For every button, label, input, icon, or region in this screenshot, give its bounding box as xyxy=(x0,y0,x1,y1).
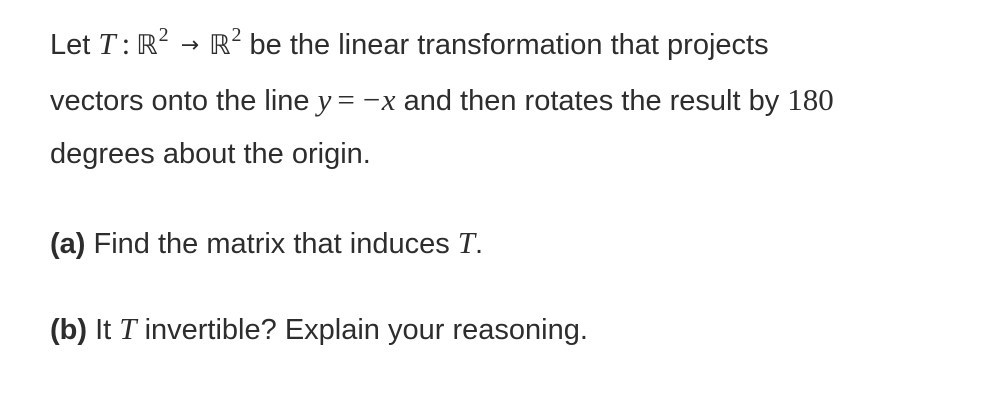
part-a-period: . xyxy=(475,228,484,260)
codomain-reals-symbol: ℝ xyxy=(209,30,231,61)
rotation-angle: 180 xyxy=(787,82,834,117)
problem-line-3 xyxy=(50,140,371,169)
colon-symbol: : xyxy=(121,26,131,61)
part-a-label: (a) xyxy=(50,228,86,260)
part-b-text-before: It xyxy=(87,314,120,346)
part-a-transformation-symbol: T xyxy=(457,225,476,260)
part-a xyxy=(50,227,483,259)
problem-line-1 xyxy=(50,24,769,61)
domain-reals-symbol: ℝ xyxy=(136,30,158,61)
line-equation-equals: = xyxy=(337,82,355,117)
codomain-exponent: 2 xyxy=(231,24,242,46)
maps-to-arrow: → xyxy=(180,33,200,58)
part-b xyxy=(50,313,588,345)
transformation-symbol: T xyxy=(98,26,116,61)
definition-text: be the linear transformation that projects xyxy=(241,29,769,61)
let-text: Let xyxy=(50,29,99,61)
rotation-text: and then rotates the result by xyxy=(395,85,788,117)
problem-line-2 xyxy=(50,84,834,116)
domain-exponent: 2 xyxy=(158,24,169,46)
part-b-label: (b) xyxy=(50,314,88,346)
part-b-transformation-symbol: T xyxy=(119,311,137,346)
rotation-origin-text: degrees about the origin. xyxy=(50,138,371,170)
line-equation-y: y xyxy=(317,82,332,117)
line-equation-rhs: −x xyxy=(360,82,396,117)
part-b-text-after: invertible? Explain your reasoning. xyxy=(136,314,588,346)
projection-text: vectors onto the line xyxy=(50,85,318,117)
part-a-text: Find the matrix that induces xyxy=(85,228,458,260)
